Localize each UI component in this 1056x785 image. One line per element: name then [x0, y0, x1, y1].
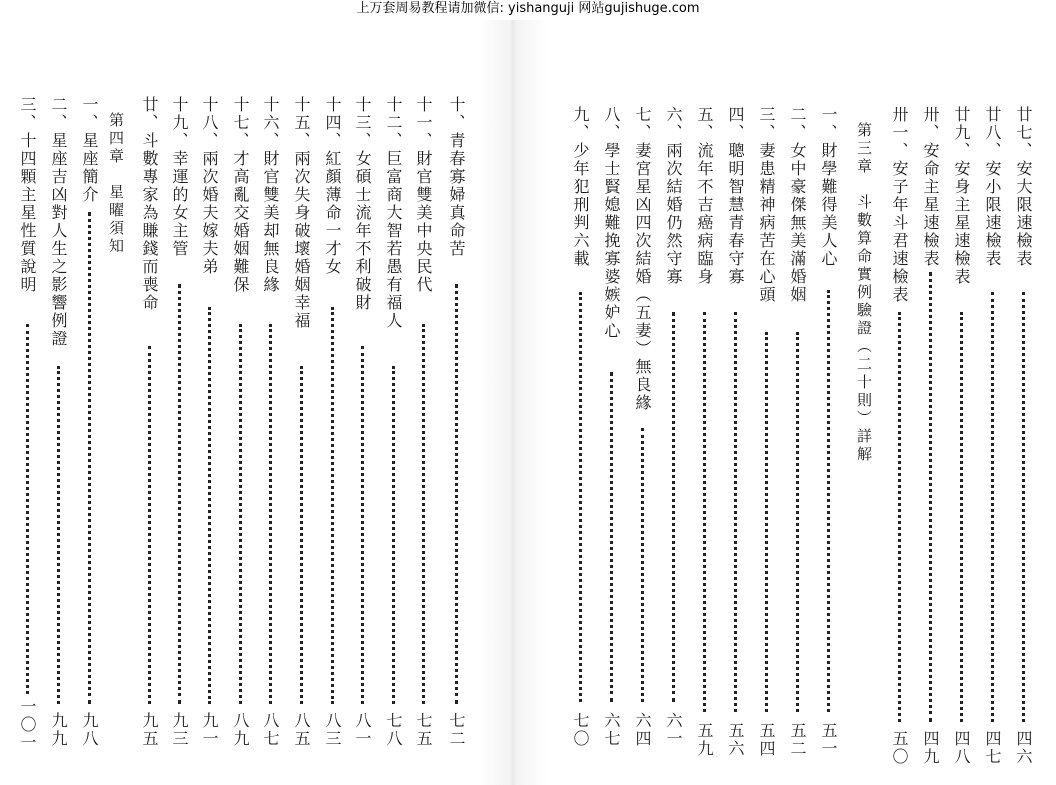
dot-leader — [1022, 292, 1025, 722]
toc-entry-title: 四、聰明智慧青春守寡 — [726, 106, 745, 286]
dot-leader — [734, 312, 737, 712]
dot-leader — [178, 284, 181, 704]
toc-page-number: 五六 — [726, 722, 745, 758]
toc-entry-title: 十二、巨富商大智若愚有福人 — [384, 96, 403, 330]
dot-leader — [300, 366, 303, 704]
watermark-banner: 上万套周易教程请加微信: yishanguji 网站gujishuge.com — [356, 1, 700, 16]
dot-leader — [796, 332, 799, 712]
toc-entry-title: 一、星座簡介 — [80, 96, 99, 204]
toc-entry-title: 十七、才高亂交婚姻難保 — [231, 96, 250, 294]
toc-page-number: 六一 — [664, 712, 683, 748]
toc-entry-title: 九、少年犯刑判六載 — [571, 106, 590, 268]
dot-leader — [57, 366, 60, 704]
toc-page-number: 五九 — [695, 722, 714, 758]
toc-page-number: 五四 — [757, 722, 776, 758]
toc-entry-title: 三、妻患精神病苦在心頭 — [757, 106, 776, 304]
dot-leader — [610, 372, 613, 702]
toc-entry-title: 十四、紅顏薄命一才女 — [323, 96, 342, 276]
right-page — [548, 22, 1056, 785]
toc-page-number: 六四 — [633, 712, 652, 748]
toc-page-number: 五一 — [819, 722, 838, 758]
toc-entry-title: 一、財學難得美人心 — [819, 106, 838, 268]
toc-page-number: 七五 — [414, 712, 433, 748]
toc-entry-title: 六、兩次結婚仍然守寡 — [664, 106, 683, 286]
toc-page-number: 五二 — [788, 722, 807, 758]
toc-page-number: 五〇 — [890, 730, 909, 766]
toc-page-number: 一〇一 — [18, 698, 37, 752]
dot-leader — [239, 324, 242, 704]
toc-entry-title: 二、星座吉凶對人生之影響例證 — [49, 96, 68, 348]
toc-entry-title: 七、妻宮星凶四次結婚（五妻）無良緣 — [633, 106, 652, 412]
toc-page-number: 八一 — [353, 712, 372, 748]
dot-leader — [579, 292, 582, 702]
toc-entry-title: 二、女中豪傑無美滿婚姻 — [788, 106, 807, 304]
toc-page-number: 九五 — [140, 712, 159, 748]
toc-page-number: 四九 — [921, 730, 940, 766]
toc-page-number: 六七 — [602, 712, 621, 748]
dot-leader — [765, 332, 768, 712]
toc-page-number: 四六 — [1014, 730, 1033, 766]
toc-page-number: 九一 — [200, 712, 219, 748]
toc-entry-title: 十、青春寡婦真命苦 — [447, 96, 466, 258]
toc-entry-title: 十五、兩次失身破壞婚姻幸福 — [292, 96, 311, 330]
toc-page-number: 七八 — [384, 712, 403, 748]
dot-leader — [331, 307, 334, 704]
toc-page-number: 九九 — [49, 712, 68, 748]
dot-leader — [208, 307, 211, 704]
left-page — [0, 22, 478, 785]
toc-page-number: 四七 — [983, 730, 1002, 766]
dot-leader — [991, 292, 994, 722]
dot-leader — [361, 346, 364, 704]
toc-entry-title: 十一、財官雙美中央民代 — [414, 96, 433, 294]
toc-entry-title: 廿、斗數專家為賺錢而喪命 — [140, 96, 159, 312]
toc-entry-title: 三、十四顆主星性質說明 — [18, 96, 37, 294]
toc-page-number: 九三 — [170, 712, 189, 748]
toc-entry-title: 十六、財官雙美却無良緣 — [261, 96, 280, 294]
toc-page-number: 八七 — [261, 712, 280, 748]
toc-entry-title: 八、學士賢媳難挽寡婆嫉妒心 — [602, 106, 621, 340]
toc-entry-title: 十三、女碩士流年不利破財 — [353, 96, 372, 312]
chapter-heading: 第四章 星曜須知 — [107, 112, 125, 256]
dot-leader — [827, 290, 830, 712]
toc-entry-title: 卅、安命主星速檢表 — [921, 106, 940, 268]
dot-leader — [641, 428, 644, 702]
dot-leader — [392, 366, 395, 704]
toc-entry-title: 廿八、安小限速檢表 — [983, 106, 1002, 268]
toc-page-number: 八九 — [231, 712, 250, 748]
dot-leader — [26, 324, 29, 694]
dot-leader — [269, 324, 272, 704]
toc-page-number: 四八 — [952, 730, 971, 766]
dot-leader — [672, 312, 675, 702]
toc-entry-title: 卅一、安子年斗君速檢表 — [890, 106, 909, 304]
chapter-heading: 第三章 斗數算命實例驗證（二十則）詳解 — [855, 122, 873, 464]
dot-leader — [960, 312, 963, 722]
dot-leader — [148, 346, 151, 704]
toc-page-number: 七二 — [447, 712, 466, 748]
toc-entry-title: 廿七、安大限速檢表 — [1014, 106, 1033, 268]
toc-page-number: 八五 — [292, 712, 311, 748]
dot-leader — [929, 272, 932, 722]
dot-leader — [898, 312, 901, 722]
toc-entry-title: 廿九、安身主星速檢表 — [952, 106, 971, 286]
dot-leader — [88, 212, 91, 704]
toc-entry-title: 十八、兩次婚夫嫁夫弟 — [200, 96, 219, 276]
dot-leader — [422, 324, 425, 704]
toc-entry-title: 十九、幸運的女主管 — [170, 96, 189, 258]
toc-page-number: 八三 — [323, 712, 342, 748]
toc-page-number: 九八 — [80, 712, 99, 748]
toc-entry-title: 五、流年不吉癌病臨身 — [695, 106, 714, 286]
toc-page-number: 七〇 — [571, 712, 590, 748]
book-gutter — [478, 20, 548, 785]
dot-leader — [703, 312, 706, 712]
dot-leader — [455, 284, 458, 704]
